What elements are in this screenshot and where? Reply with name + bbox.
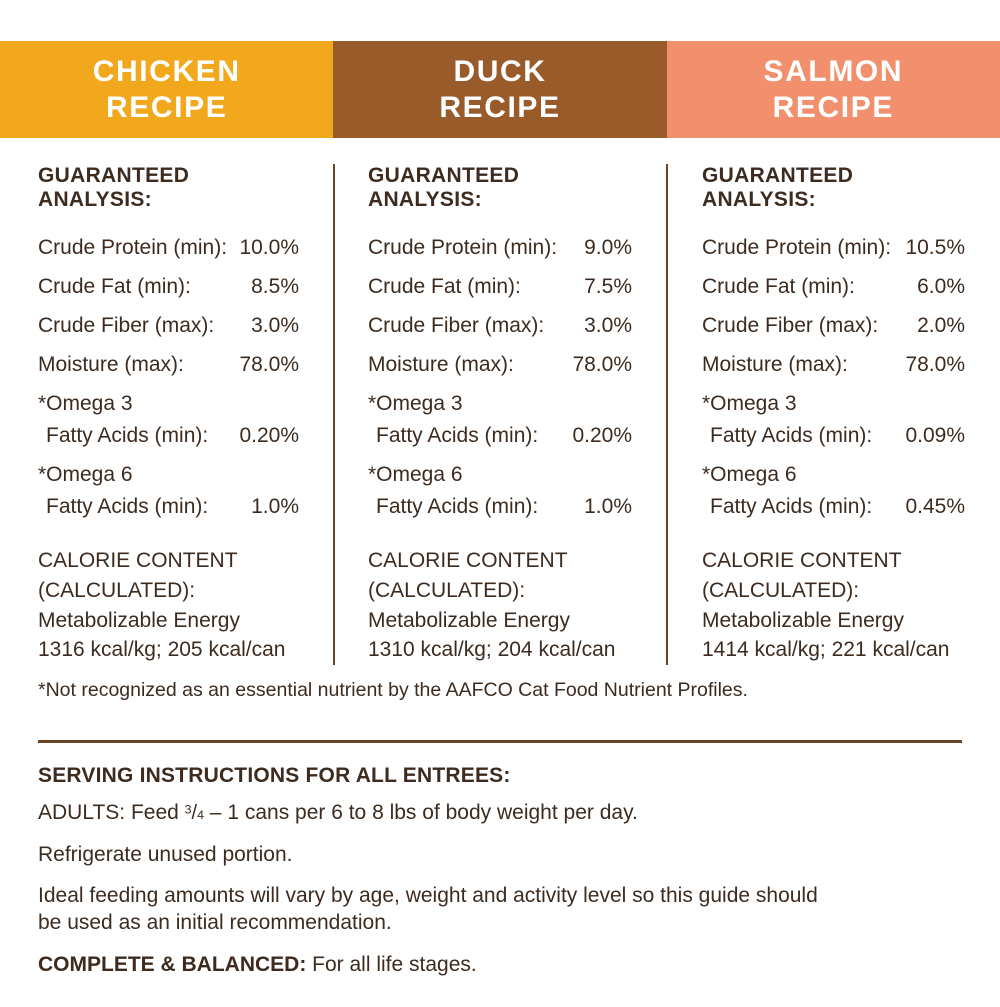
calorie-energy-label: Metabolizable Energy [38, 608, 240, 632]
serving-adults-line [38, 800, 962, 827]
nutrient-row [368, 228, 632, 267]
analysis-columns [0, 138, 1000, 665]
nutrient-row-omega3 [702, 384, 965, 455]
omega6-label: *Omega 6 [38, 463, 133, 486]
recipe-header-salmon-line2: RECIPE [772, 90, 894, 124]
recipe-header-salmon [667, 41, 1000, 138]
recipe-header-chicken-line2: RECIPE [106, 90, 228, 124]
calorie-energy-label: Metabolizable Energy [702, 608, 904, 632]
omega3-label: *Omega 3 [702, 392, 797, 415]
nutrient-row-omega6 [368, 455, 632, 526]
nutrient-row [368, 306, 632, 345]
nutrient-row [702, 228, 965, 267]
calorie-content-chicken [38, 526, 299, 665]
nutrient-row-omega3 [38, 384, 299, 455]
nutrient-row [702, 345, 965, 384]
nutrient-row [38, 306, 299, 345]
serving-adults-prefix: ADULTS: Feed [38, 801, 185, 825]
nutrient-label: Crude Fat (min): [702, 275, 855, 298]
recipe-header-duck-line2: RECIPE [439, 90, 561, 124]
guaranteed-analysis-title-chicken: GUARANTEED ANALYSIS: [38, 164, 190, 211]
serving-fraction: $^3$/4 [184, 802, 204, 825]
recipe-headers [0, 41, 1000, 138]
nutrient-value: 78.0% [572, 353, 632, 376]
calorie-energy-value: 1316 kcal/kg; 205 kcal/can [38, 638, 286, 662]
omega6-sublabel: Fatty Acids (min): [46, 495, 209, 518]
nutrient-row-omega3 [368, 384, 632, 455]
analysis-column-duck [333, 164, 666, 665]
analysis-column-chicken [0, 164, 333, 665]
omega6-label: *Omega 6 [702, 463, 797, 486]
omega3-value: 0.20% [572, 424, 632, 447]
nutrient-row [38, 228, 299, 267]
nutrient-rows-duck [368, 228, 632, 526]
calorie-energy-value: 1414 kcal/kg; 221 kcal/can [702, 638, 950, 662]
omega3-value: 0.20% [239, 424, 299, 447]
nutrient-label: Crude Fat (min): [368, 275, 521, 298]
calorie-content-duck [368, 526, 632, 665]
nutrient-row [368, 267, 632, 306]
omega3-label: *Omega 3 [368, 392, 463, 415]
calorie-energy-label: Metabolizable Energy [368, 608, 570, 632]
recipe-header-duck [333, 41, 666, 138]
nutrient-value: 6.0% [917, 275, 965, 298]
omega6-value: 0.45% [905, 495, 965, 518]
nutrient-row-omega6 [702, 455, 965, 526]
nutrient-value: 2.0% [917, 314, 965, 337]
serving-adults-suffix: – 1 cans per 6 to 8 lbs of body weight per day. [203, 801, 638, 825]
aafco-footnote: *Not recognized as an essential nutrient by the AAFCO Cat Food Nutrient Profiles. [38, 679, 748, 702]
nutrient-value: 3.0% [251, 314, 299, 337]
serving-guide-line1: Ideal feeding amounts will vary by age, weight and activity level so this guide should [38, 884, 818, 907]
recipe-header-duck-line1: DUCK [453, 55, 547, 89]
nutrient-row [38, 267, 299, 306]
omega3-sublabel: Fatty Acids (min): [710, 424, 873, 447]
complete-balanced-text: For all life stages. [306, 952, 477, 976]
calorie-title-line2: (CALCULATED): [702, 578, 860, 602]
nutrient-row-omega6 [38, 455, 299, 526]
nutrient-value: 7.5% [584, 275, 632, 298]
nutrient-label: Crude Fiber (max): [38, 314, 215, 337]
nutrient-value: 8.5% [251, 275, 299, 298]
nutrient-value: 3.0% [584, 314, 632, 337]
nutrient-label: Crude Fiber (max): [368, 314, 545, 337]
calorie-content-salmon [702, 526, 965, 665]
nutrient-label: Moisture (max): [368, 353, 514, 376]
nutrient-value: 78.0% [239, 353, 299, 376]
calorie-title-line1: CALORIE CONTENT [702, 549, 902, 572]
nutrient-label: Crude Protein (min): [702, 236, 892, 259]
nutrient-label: Crude Fat (min): [38, 275, 191, 298]
nutrient-label: Moisture (max): [702, 353, 848, 376]
guaranteed-analysis-title-duck: GUARANTEED ANALYSIS: [368, 164, 520, 211]
omega3-sublabel: Fatty Acids (min): [376, 424, 539, 447]
serving-guide-line2: be used as an initial recommendation. [38, 910, 392, 934]
complete-balanced-label: COMPLETE & BALANCED: [38, 952, 307, 976]
nutrient-row [702, 306, 965, 345]
nutrient-value: 78.0% [905, 353, 965, 376]
recipe-header-chicken-line1: CHICKEN [92, 55, 241, 89]
omega3-value: 0.09% [905, 424, 965, 447]
recipe-header-chicken [0, 41, 333, 138]
nutrient-row [702, 267, 965, 306]
omega6-value: 1.0% [584, 495, 632, 518]
analysis-column-salmon [666, 164, 999, 665]
nutrient-value: 9.0% [584, 236, 632, 259]
nutrient-row [368, 345, 632, 384]
nutrient-label: Crude Protein (min): [38, 236, 228, 259]
nutrition-panel [0, 41, 1000, 1007]
serving-guide-line [38, 883, 962, 937]
omega3-label: *Omega 3 [38, 392, 133, 415]
omega6-value: 1.0% [251, 495, 299, 518]
nutrient-row [38, 345, 299, 384]
nutrient-value: 10.0% [239, 236, 299, 259]
nutrient-label: Crude Fiber (max): [702, 314, 879, 337]
serving-instructions [0, 743, 1000, 978]
omega6-sublabel: Fatty Acids (min): [710, 495, 873, 518]
guaranteed-analysis-title-salmon: GUARANTEED ANALYSIS: [702, 164, 854, 211]
nutrient-value: 10.5% [905, 236, 965, 259]
complete-balanced-line [38, 952, 962, 979]
calorie-title-line1: CALORIE CONTENT [368, 549, 568, 572]
calorie-energy-value: 1310 kcal/kg; 204 kcal/can [368, 638, 616, 662]
calorie-title-line2: (CALCULATED): [368, 578, 526, 602]
nutrient-label: Crude Protein (min): [368, 236, 558, 259]
recipe-header-salmon-line1: SALMON [763, 55, 904, 89]
serving-refrigerate-line: Refrigerate unused portion. [38, 843, 293, 867]
omega3-sublabel: Fatty Acids (min): [46, 424, 209, 447]
serving-instructions-title: SERVING INSTRUCTIONS FOR ALL ENTREES: [38, 764, 511, 788]
omega6-label: *Omega 6 [368, 463, 463, 486]
calorie-title-line1: CALORIE CONTENT [38, 549, 238, 572]
nutrient-label: Moisture (max): [38, 353, 184, 376]
nutrient-rows-chicken [38, 228, 299, 526]
calorie-title-line2: (CALCULATED): [38, 578, 196, 602]
omega6-sublabel: Fatty Acids (min): [376, 495, 539, 518]
nutrient-rows-salmon [702, 228, 965, 526]
